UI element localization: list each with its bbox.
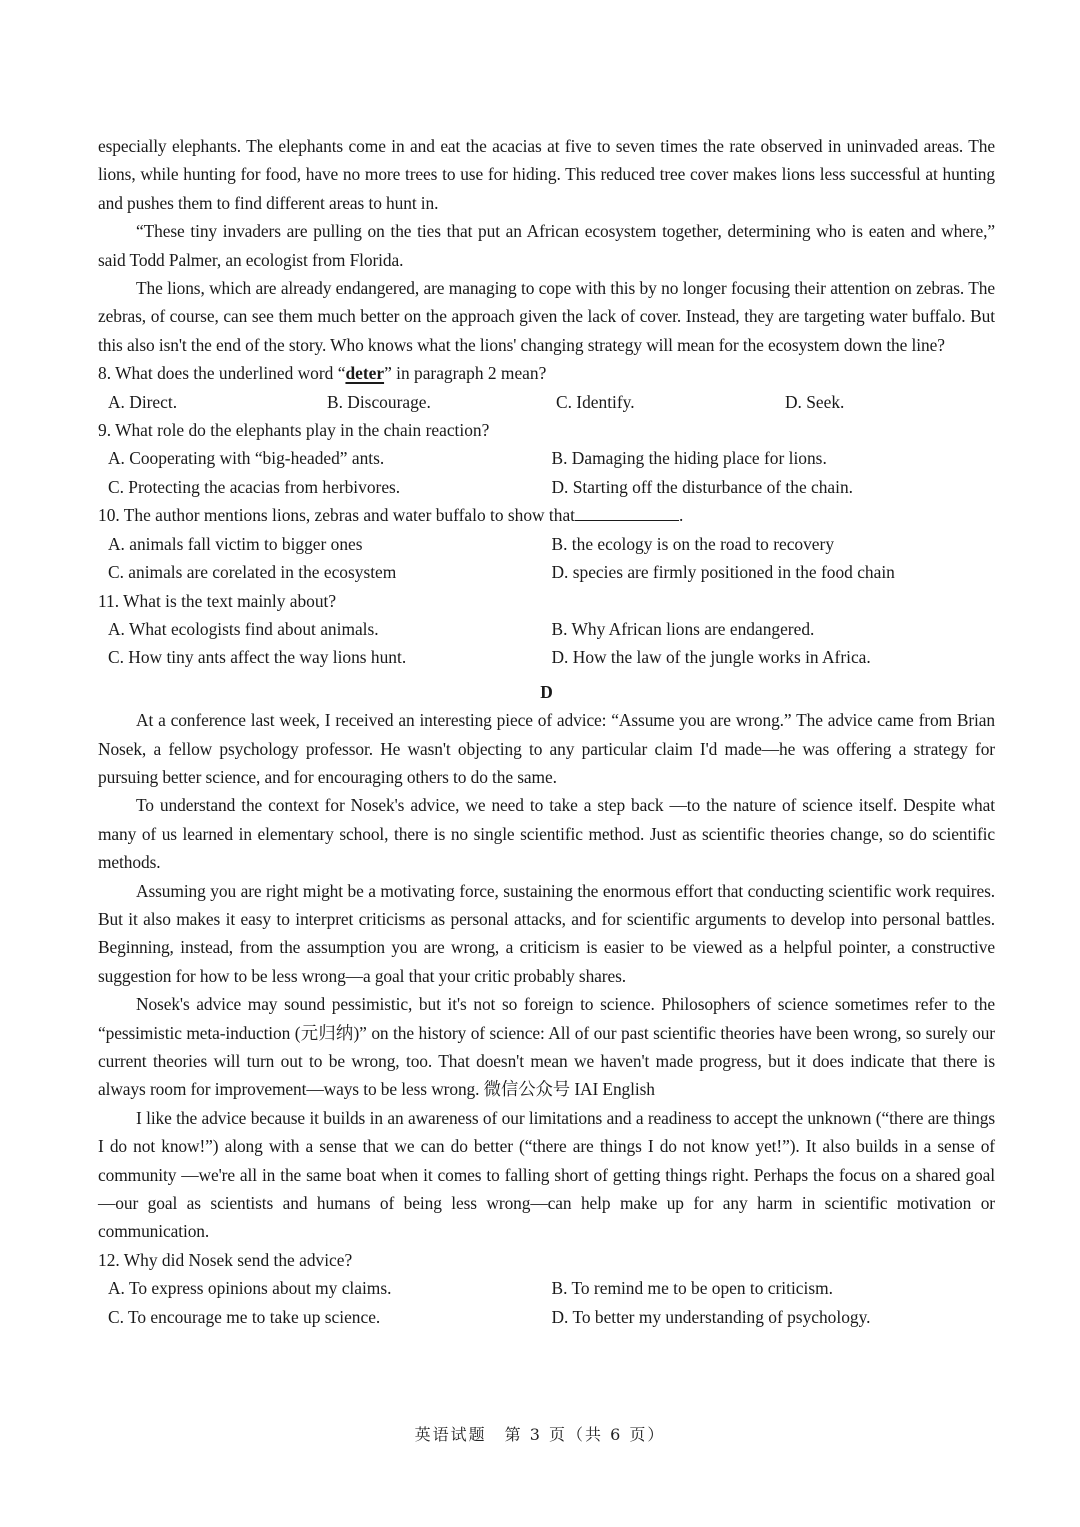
option-a[interactable]: A. animals fall victim to bigger ones [108, 533, 363, 554]
passage-d [98, 706, 995, 1246]
option-b[interactable]: B. To remind me to be open to criticism. [551, 1278, 833, 1299]
question-8 [98, 359, 995, 416]
passage-d-paragraph: I like the advice because it builds in an awareness of our limitations and a readiness to accept the unknown (“there are things I do not know!”) along with a sense that we can do better (“there are things I do not know yet!”). It also builds in a sense of community —we're all in the same boat when it comes to falling short of getting things right. Perhaps the focus on a shared goal—our goal as scientists and humans of being less wrong—can help make up for any harm in scientific motivation or communication. [98, 1107, 995, 1242]
option-a[interactable]: A. Direct. [108, 391, 178, 412]
option-b[interactable]: B. the ecology is on the road to recovery [551, 533, 835, 554]
option-a[interactable]: A. What ecologists find about animals. [108, 618, 379, 639]
passage-d-paragraph: At a conference last week, I received an interesting piece of advice: “Assume you are wrong.” The advice came from Brian Nosek, a fellow psychology professor. He wasn't objecting to any particular claim I'd made—he was offering a strategy for pursuing better science, and for encouraging others to do the same. [98, 710, 995, 787]
option-b[interactable]: B. Discourage. [327, 391, 431, 412]
option-c[interactable]: C. Identify. [556, 391, 635, 412]
passage-c-paragraph: The lions, which are already endangered, are managing to cope with this by no longer focusing their attention on zebras. The zebras, of course, can see them much better on the approach given the lack of cover. Instead, they are targeting water buffalo. But this also isn't the end of the story. Who knows what the lions' changing strategy will mean for the ecosystem down the line? [98, 278, 995, 355]
question-10-options [98, 530, 995, 587]
option-a[interactable]: A. To express opinions about my claims. [108, 1278, 392, 1299]
option-c[interactable]: C. Protecting the acacias from herbivores. [108, 476, 401, 497]
passage-c-paragraph: especially elephants. The elephants come in and eat the acacias at five to seven times the rate observed in uninvaded areas. The lions, while hunting for food, have no more trees to use for hiding. This reduced tree cover makes lions less successful at hunting and pushes them to find different areas to hunt in. [98, 136, 995, 213]
question-12-options [98, 1274, 995, 1331]
question-11 [98, 587, 995, 672]
option-d[interactable]: D. To better my understanding of psychology. [551, 1306, 871, 1327]
option-b[interactable]: B. Damaging the hiding place for lions. [551, 448, 827, 469]
option-c[interactable]: C. To encourage me to take up science. [108, 1306, 381, 1327]
question-12-stem: 12. Why did Nosek send the advice? [98, 1249, 353, 1270]
underlined-word: deter [345, 363, 385, 384]
exam-page [98, 132, 995, 1331]
question-9-options [98, 444, 995, 501]
option-d[interactable]: D. Seek. [785, 391, 845, 412]
page-footer: 英语试题 第 3 页（共 6 页） [414, 1425, 666, 1444]
option-c[interactable]: C. How tiny ants affect the way lions hunt. [108, 647, 407, 668]
passage-d-paragraph: To understand the context for Nosek's advice, we need to take a step back —to the nature of science itself. Despite what many of us learned in elementary school, there is no single scientific method. Just as scientific theories change, so do scientific methods. [98, 795, 995, 873]
passage-c-continuation [98, 132, 995, 359]
question-8-stem: 8. What does the underlined word “deter” in paragraph 2 mean? [98, 363, 547, 384]
passage-c-paragraph: “These tiny invaders are pulling on the ties that put an African ecosystem together, determining who is eaten and where,” said Todd Palmer, an ecologist from Florida. [98, 221, 995, 270]
question-11-options [98, 615, 995, 672]
question-12 [98, 1246, 995, 1331]
question-9 [98, 416, 995, 501]
option-d[interactable]: D. species are firmly positioned in the food chain [551, 562, 895, 583]
passage-d-paragraph: Nosek's advice may sound pessimistic, but it's not so foreign to science. Philosophers of science sometimes refer to the “pessimistic meta-induction (元归纳)” on the history of science: All of our past scientific theories have been wrong, so surely our current theories will turn out to be wrong, too. That doesn't mean we haven't made progress, but it does indicate that there is always room for improvement—ways to be less wrong. 微信公众号 IAI English [98, 994, 995, 1100]
question-9-stem: 9. What role do the elephants play in the chain reaction? [98, 420, 490, 441]
question-11-stem: 11. What is the text mainly about? [98, 590, 337, 611]
option-c[interactable]: C. animals are corelated in the ecosystem [108, 562, 397, 583]
option-d[interactable]: D. How the law of the jungle works in Africa. [551, 647, 871, 668]
answer-blank [575, 502, 679, 521]
question-10 [98, 501, 995, 586]
option-d[interactable]: D. Starting off the disturbance of the chain. [551, 476, 854, 497]
option-b[interactable]: B. Why African lions are endangered. [551, 618, 815, 639]
passage-d-paragraph: Assuming you are right might be a motivating force, sustaining the enormous effort that conducting scientific work requires. But it also makes it easy to interpret criticisms as personal attacks, and for scientific arguments to develop into personal battles. Beginning, instead, from the assumption you are wrong, a criticism is easier to be viewed as a helpful pointer, a constructive suggestion for how to be less wrong—a goal that your critic probably shares. [98, 880, 995, 986]
question-8-options [98, 388, 995, 416]
question-10-stem: 10. The author mentions lions, zebras and water buffalo to show that . [98, 501, 995, 529]
section-title-d: D [540, 681, 553, 702]
option-a[interactable]: A. Cooperating with “big-headed” ants. [108, 448, 385, 469]
